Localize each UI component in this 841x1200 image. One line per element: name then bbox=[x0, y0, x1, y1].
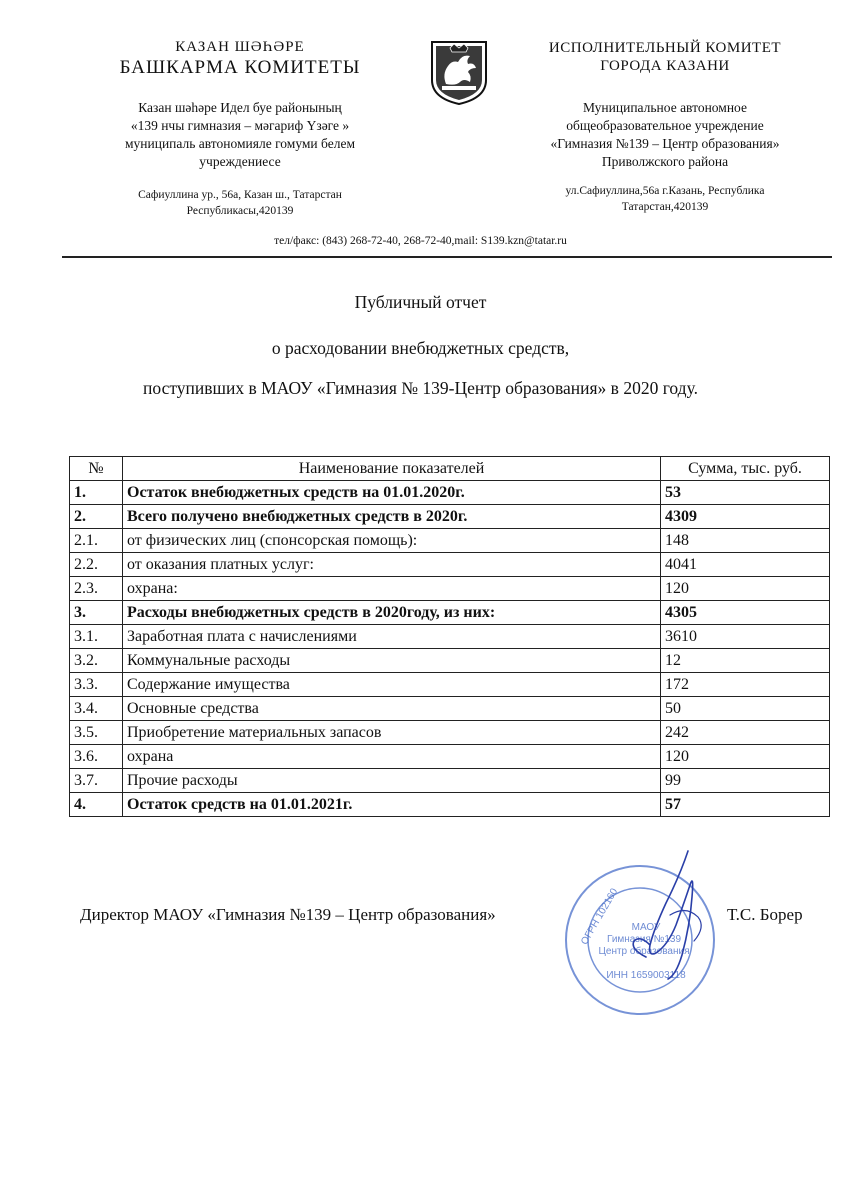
row-sum: 242 bbox=[661, 721, 830, 745]
stamp-ogrn-text: ОГРН 102160 bbox=[579, 886, 621, 947]
column-header-name: Наименование показателей bbox=[123, 457, 661, 481]
header-left-school-line: муниципаль автономияле гомуми белем bbox=[124, 136, 355, 151]
header-left-address-line: Республикасы,420139 bbox=[186, 205, 294, 217]
row-sum: 57 bbox=[661, 793, 830, 817]
row-sum: 120 bbox=[661, 577, 830, 601]
header-contacts: тел/факс: (843) 268-72-40, 268-72-40,mail: S139.kzn@tatar.ru bbox=[274, 235, 567, 247]
table-row bbox=[70, 625, 830, 649]
table-row bbox=[70, 481, 830, 505]
table-row bbox=[70, 793, 830, 817]
row-name: Основные средства bbox=[123, 697, 661, 721]
header-left-school-line: учреждениесе bbox=[199, 154, 281, 169]
row-name: Всего получено внебюджетных средств в 2020г. bbox=[123, 505, 661, 529]
row-number: 2. bbox=[70, 505, 123, 529]
row-sum: 99 bbox=[661, 769, 830, 793]
header-right-address-line: ул.Сафиуллина,56а г.Казань, Республика bbox=[565, 185, 765, 197]
header-left-org-line2: БАШКАРМА КОМИТЕТЫ bbox=[119, 57, 361, 78]
stamp-name-line2: Гимназия №139 bbox=[606, 934, 682, 945]
row-name: Остаток средств на 01.01.2021г. bbox=[123, 793, 661, 817]
table-row bbox=[70, 529, 830, 553]
table-row bbox=[70, 649, 830, 673]
row-number: 2.2. bbox=[70, 553, 123, 577]
row-number: 2.3. bbox=[70, 577, 123, 601]
table-row bbox=[70, 697, 830, 721]
director-name: Т.С. Борер bbox=[727, 905, 803, 924]
row-sum: 4041 bbox=[661, 553, 830, 577]
director-title: Директор МАОУ «Гимназия №139 – Центр образования» bbox=[80, 905, 496, 924]
header-right-school-name bbox=[510, 99, 820, 171]
row-number: 4. bbox=[70, 793, 123, 817]
row-sum: 53 bbox=[661, 481, 830, 505]
stamp-inn-text: ИНН 1659003118 bbox=[606, 970, 686, 981]
row-sum: 172 bbox=[661, 673, 830, 697]
row-sum: 4305 bbox=[661, 601, 830, 625]
table-row bbox=[70, 553, 830, 577]
header-right-address bbox=[525, 183, 805, 215]
header-right-school-line: общеобразовательное учреждение bbox=[566, 118, 764, 133]
header-right-org bbox=[520, 39, 810, 75]
row-name: Содержание имущества bbox=[123, 673, 661, 697]
header-left-address-line: Сафиуллина ур., 56а, Казан ш., Татарстан bbox=[138, 189, 342, 201]
row-number: 3.7. bbox=[70, 769, 123, 793]
header-right-org-line2: ГОРОДА КАЗАНИ bbox=[600, 58, 730, 74]
header-left-org-line1: КАЗАН ШӘҺӘРЕ bbox=[175, 39, 305, 55]
row-number: 3.3. bbox=[70, 673, 123, 697]
report-table bbox=[69, 456, 830, 817]
row-number: 3.4. bbox=[70, 697, 123, 721]
header-left-address bbox=[85, 187, 395, 219]
row-number: 3.2. bbox=[70, 649, 123, 673]
row-name: охрана bbox=[123, 745, 661, 769]
row-name: Коммунальные расходы bbox=[123, 649, 661, 673]
row-sum: 50 bbox=[661, 697, 830, 721]
row-sum: 12 bbox=[661, 649, 830, 673]
row-sum: 3610 bbox=[661, 625, 830, 649]
row-sum: 120 bbox=[661, 745, 830, 769]
table-row bbox=[70, 769, 830, 793]
row-name: Расходы внебюджетных средств в 2020году, из них: bbox=[123, 601, 661, 625]
table-row bbox=[70, 577, 830, 601]
header-right-address-line: Татарстан,420139 bbox=[621, 201, 709, 213]
column-header-sum: Сумма, тыс. руб. bbox=[661, 457, 830, 481]
stamp-name-line1: МАОУ bbox=[631, 922, 661, 933]
row-name: Прочие расходы bbox=[123, 769, 661, 793]
header-right-school-line: «Гимназия №139 – Центр образования» bbox=[550, 136, 780, 151]
header-left-school-line: «139 нчы гимназия – мәгариф Үзәге » bbox=[130, 118, 350, 133]
row-name: Приобретение материальных запасов bbox=[123, 721, 661, 745]
row-number: 3.1. bbox=[70, 625, 123, 649]
column-header-number: № bbox=[70, 457, 123, 481]
row-name: от физических лиц (спонсорская помощь): bbox=[123, 529, 661, 553]
table-header-row bbox=[70, 457, 830, 481]
table-row bbox=[70, 673, 830, 697]
row-sum: 148 bbox=[661, 529, 830, 553]
report-title-line1: Публичный отчет bbox=[354, 292, 487, 312]
row-name: от оказания платных услуг: bbox=[123, 553, 661, 577]
table-row bbox=[70, 721, 830, 745]
row-number: 3.6. bbox=[70, 745, 123, 769]
table-row bbox=[70, 745, 830, 769]
report-title-line3: поступивших в МАОУ «Гимназия № 139-Центр образования» в 2020 году. bbox=[143, 378, 698, 398]
row-number: 2.1. bbox=[70, 529, 123, 553]
row-name: Остаток внебюджетных средств на 01.01.2020г. bbox=[123, 481, 661, 505]
stamp-name-line3: Центр образования bbox=[598, 946, 690, 957]
kazan-coat-of-arms-icon bbox=[428, 40, 490, 106]
table-row bbox=[70, 601, 830, 625]
header-right-school-line: Муниципальное автономное bbox=[583, 100, 747, 115]
header-left-school-name bbox=[80, 99, 400, 171]
report-title-line2: о расходовании внебюджетных средств, bbox=[271, 338, 570, 358]
row-sum: 4309 bbox=[661, 505, 830, 529]
row-number: 1. bbox=[70, 481, 123, 505]
header-right-school-line: Приволжского района bbox=[601, 154, 729, 169]
table-row bbox=[70, 505, 830, 529]
row-number: 3.5. bbox=[70, 721, 123, 745]
header-divider bbox=[62, 256, 832, 258]
row-number: 3. bbox=[70, 601, 123, 625]
header-right-org-line1: ИСПОЛНИТЕЛЬНЫЙ КОМИТЕТ bbox=[548, 40, 782, 56]
header-left-school-line: Казан шәһәре Идел буе районының bbox=[138, 100, 342, 115]
row-name: Заработная плата с начислениями bbox=[123, 625, 661, 649]
row-name: охрана: bbox=[123, 577, 661, 601]
